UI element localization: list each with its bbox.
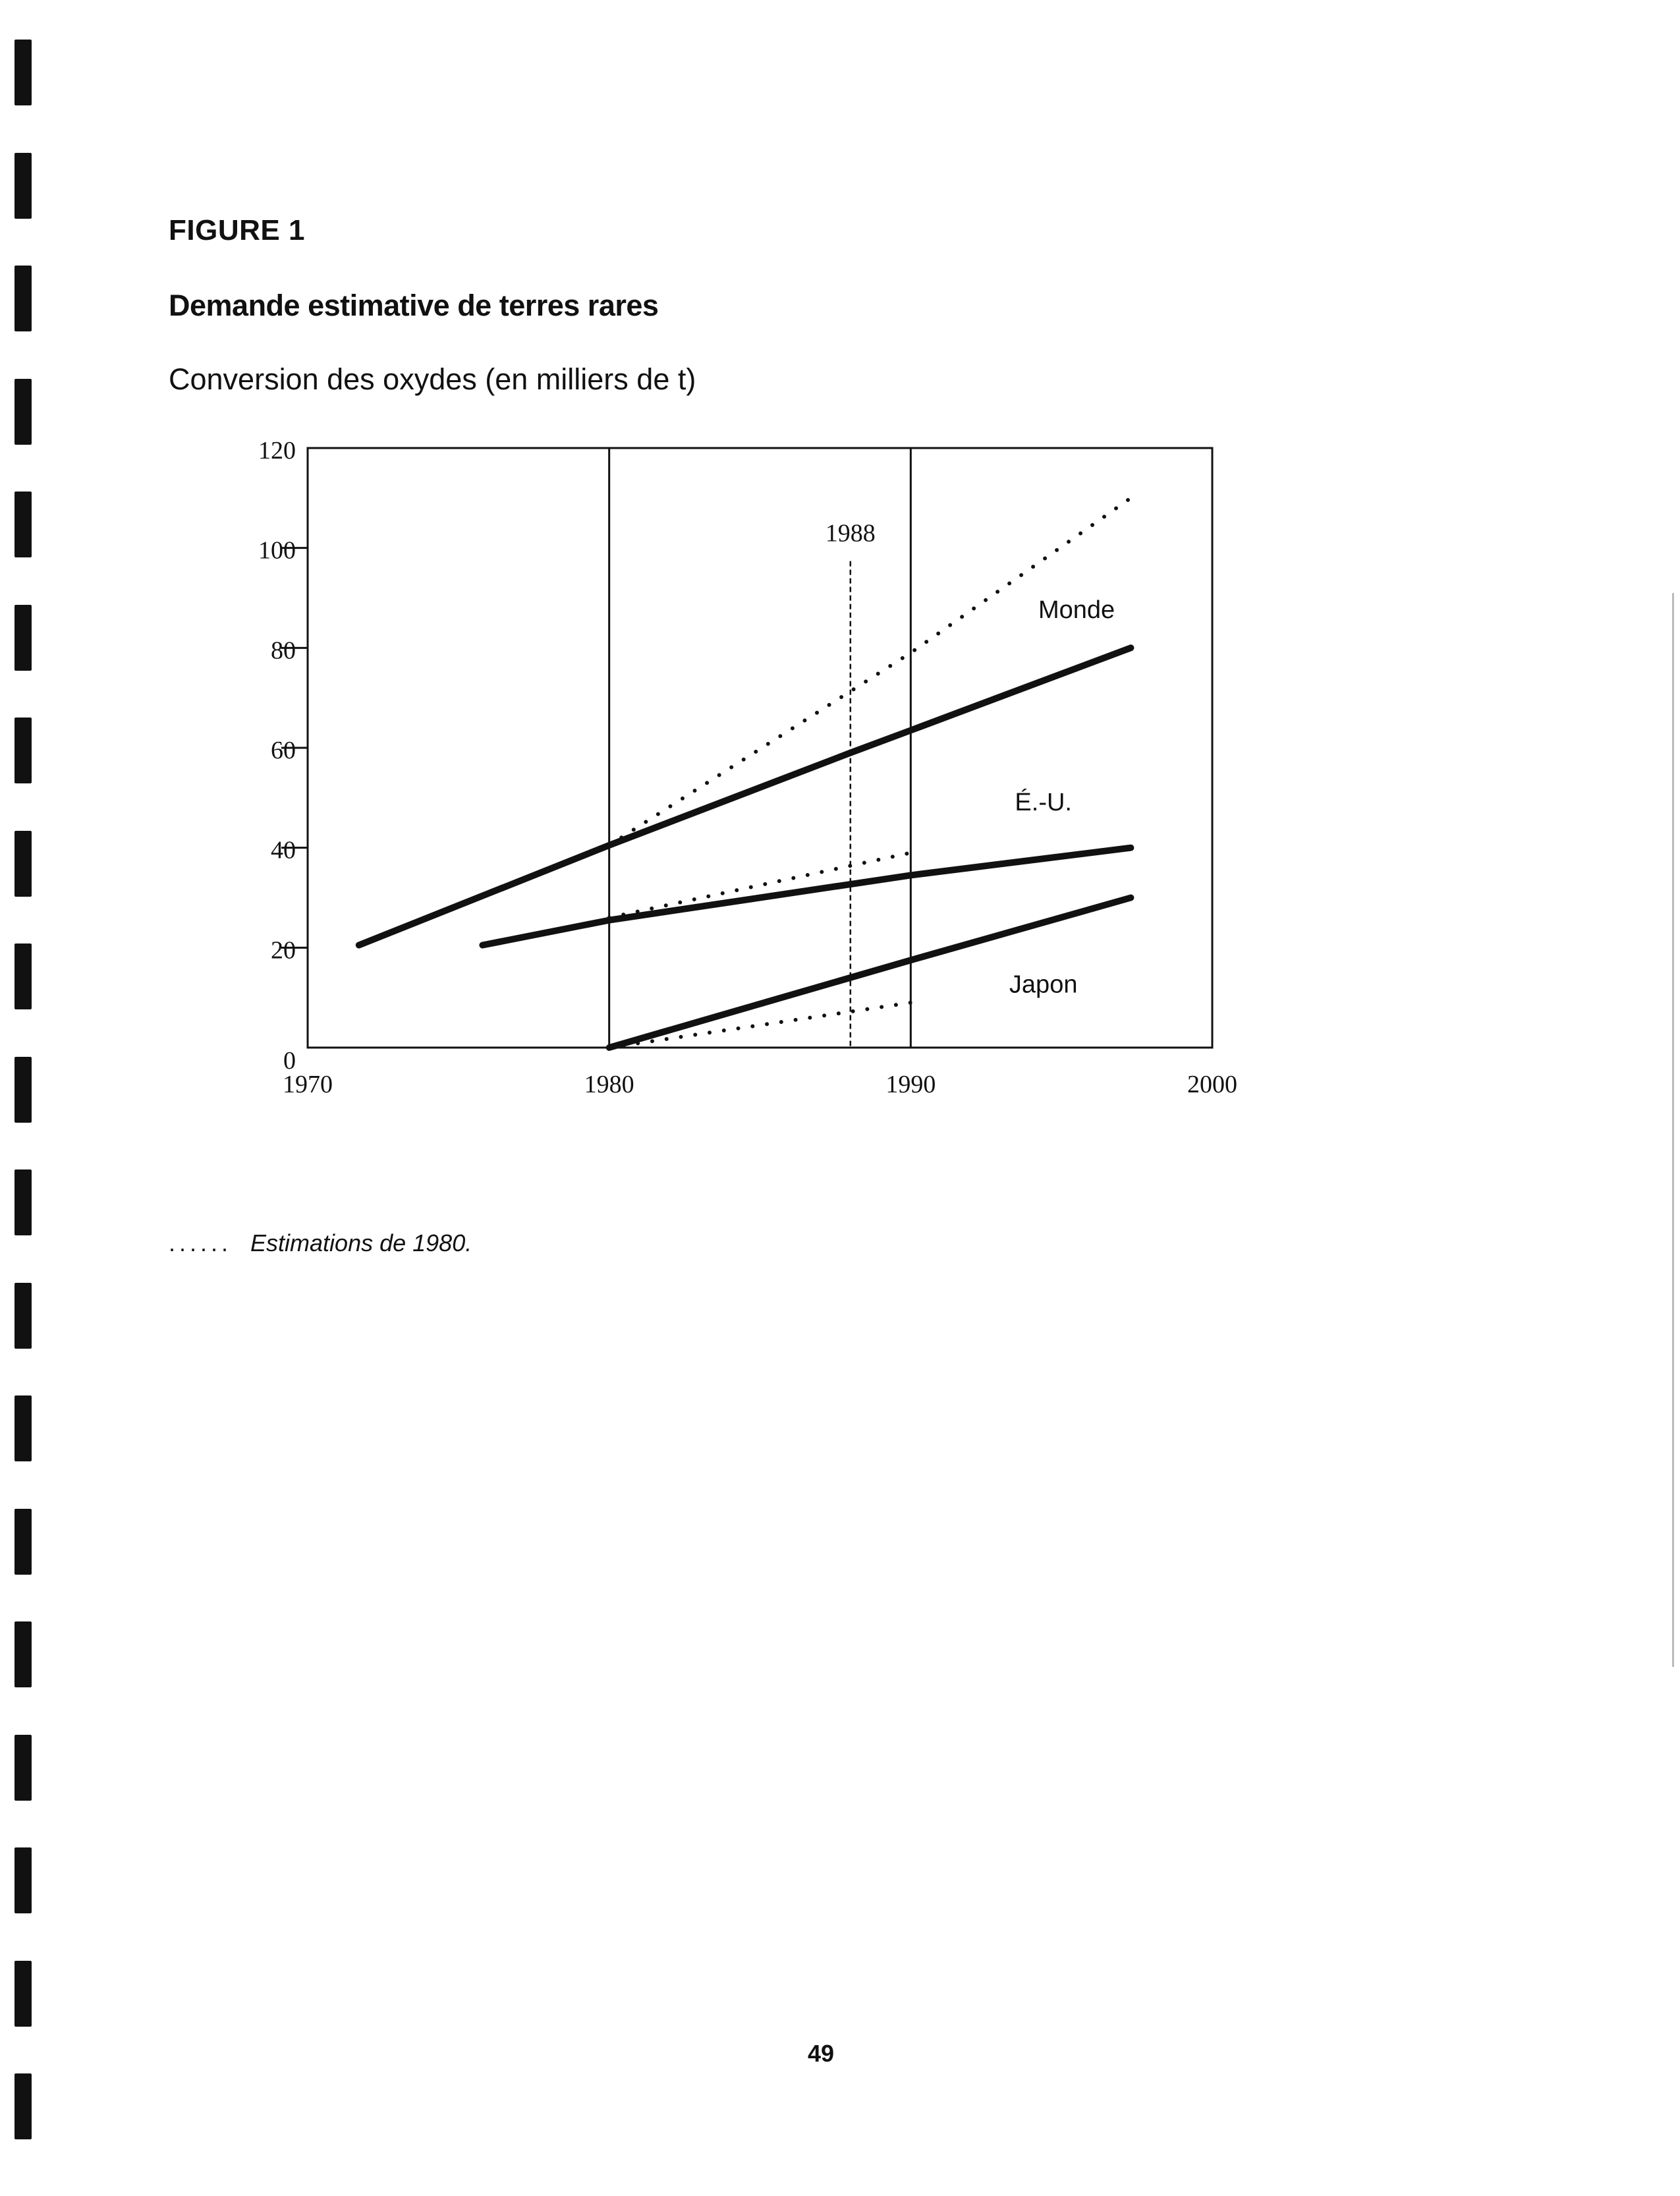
binding-hole — [14, 1509, 32, 1575]
binding-hole — [14, 1735, 32, 1801]
page-number: 49 — [808, 2040, 835, 2067]
legend — [169, 1229, 472, 1257]
x-tick-label: 1990 — [885, 1071, 936, 1098]
binding-hole — [14, 1621, 32, 1687]
binding-hole — [14, 2073, 32, 2139]
plot-frame — [308, 448, 1212, 1048]
y-tick-label: 120 — [258, 437, 296, 465]
y-tick-label: 0 — [283, 1047, 296, 1075]
scan-edge — [1672, 593, 1674, 1667]
marker-label-1988: 1988 — [825, 519, 876, 548]
figure-label: FIGURE 1 — [169, 214, 305, 246]
binding-hole — [14, 1847, 32, 1913]
figure-title: Demande estimative de terres rares — [169, 289, 659, 322]
series-label: Monde — [1038, 596, 1115, 624]
x-tick-label: 1970 — [283, 1071, 333, 1098]
y-tick-label: 80 — [271, 636, 296, 665]
series-label: Japon — [1009, 971, 1078, 999]
legend-label: Estimations de 1980. — [250, 1229, 472, 1256]
binding-hole — [14, 1961, 32, 2027]
x-tick-label: 1980 — [584, 1071, 634, 1098]
y-tick-label: 20 — [271, 936, 296, 965]
legend-dots: ...... — [169, 1229, 233, 1256]
series-label: É.-U. — [1015, 788, 1072, 816]
figure-subtitle: Conversion des oxydes (en milliers de t) — [169, 362, 696, 396]
y-tick-label: 40 — [271, 836, 296, 864]
binding-hole — [14, 1395, 32, 1461]
series-line-estimate — [609, 1003, 911, 1048]
binding-hole — [14, 1169, 32, 1235]
x-tick-label: 2000 — [1187, 1071, 1237, 1098]
binding-hole — [14, 1283, 32, 1349]
series-line — [482, 848, 1131, 945]
y-tick-label: 60 — [271, 737, 296, 764]
y-tick-label: 100 — [258, 536, 296, 565]
